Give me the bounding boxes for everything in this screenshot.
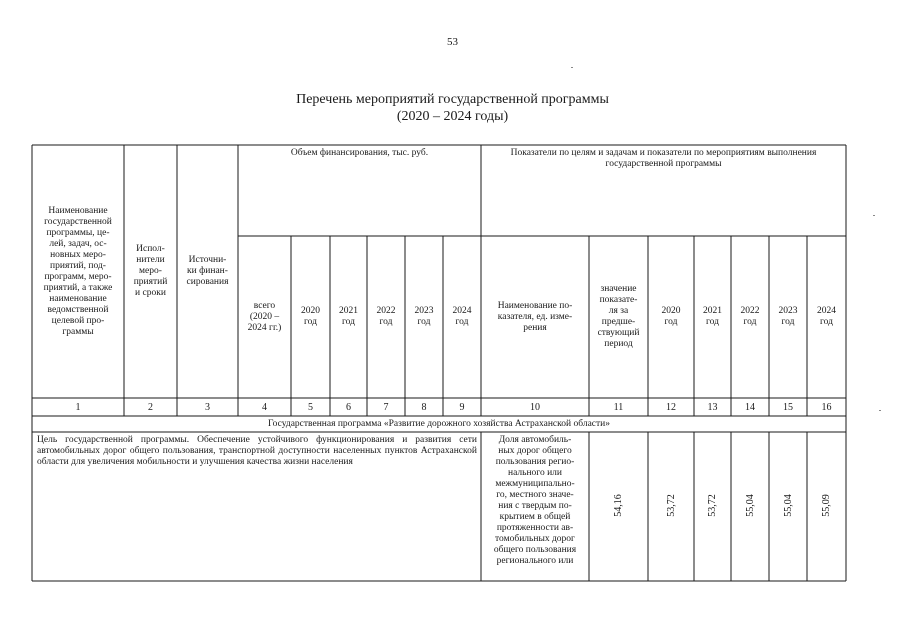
goal-text: Цель государственной программы. Обеспечение устойчивого функционирования и развития сети автомобильных дорог общего пользования, транспортной доступности населенных пунктов Астраханской области для увеличения мобильности и улучшения качества жизни населения (37, 435, 477, 467)
scan-speck (879, 410, 881, 411)
indicator-value-2021: 53,72 (707, 493, 718, 517)
title-line-2: (2020 – 2024 годы) (396, 109, 509, 124)
column-number: 4 (262, 402, 267, 413)
indicator-text: Доля автомобиль- ных дорог общего пользования регио- нального или межмуниципально- го, местного значе- ния с твердым по- крытием в общей протяженности ав- томобильных дорог общего пользования регионального или (493, 435, 577, 566)
scan-speck (873, 215, 875, 216)
header-ind-2023: 2023 год (778, 306, 798, 327)
header-fin-2023: 2023 год (414, 306, 434, 327)
indicator-value-2020: 53,72 (665, 493, 677, 517)
header-fin-2020: 2020 год (301, 306, 320, 327)
header-fin-2024: 2024 год (452, 306, 472, 327)
header-fin-2022: 2022 год (376, 306, 396, 327)
column-number: 16 (821, 402, 832, 413)
column-number: 2 (148, 402, 153, 413)
column-number: 15 (783, 402, 793, 413)
header-executors: Испол- нители меро- приятий и сроки (133, 244, 168, 298)
indicator-prev-value: 54,16 (613, 493, 624, 517)
column-number: 12 (666, 402, 676, 413)
header-ind-2022: 2022 год (740, 306, 760, 327)
column-number: 6 (346, 402, 351, 413)
indicator-value-2023: 55,04 (782, 493, 794, 517)
program-row: Государственная программа «Развитие дорожного хозяйства Астраханской области» (268, 419, 610, 429)
column-number: 7 (383, 402, 389, 413)
header-sources: Источни- ки финан- сирования (186, 255, 229, 287)
header-ind-2020: 2020 год (661, 306, 681, 327)
column-number: 10 (530, 402, 540, 413)
column-number: 8 (421, 402, 427, 413)
header-ind-2024: 2024 год (817, 306, 836, 327)
header-indicator-name: Наименование по- казателя, ед. изме- рения (497, 300, 573, 333)
indicator-value-2024: 55,09 (821, 493, 832, 517)
page-number: 53 (447, 36, 458, 48)
document-title (0, 91, 905, 125)
title-line-1: Перечень мероприятий государственной программы (296, 92, 609, 107)
header-ind-2021: 2021 год (703, 306, 722, 327)
indicator-value-2022: 55,04 (744, 493, 756, 517)
header-name: Наименование государственной программы, це- лей, задач, ос- новных меро- приятий, под- программ, меро- приятий, а также наименование ведомственной целевой про- граммы (43, 205, 113, 337)
column-number: 11 (613, 402, 624, 413)
header-total: всего (2020 – 2024 гг.) (247, 300, 282, 333)
column-number: 5 (308, 402, 313, 413)
header-fin-2021: 2021 год (339, 306, 358, 327)
column-number: 3 (205, 402, 210, 413)
header-prev-value: значение показате- ля за предше- ствующий период (597, 284, 640, 349)
column-number: 9 (459, 402, 465, 413)
column-number: 1 (75, 402, 81, 413)
column-number: 13 (707, 402, 718, 413)
header-indicators-group: Показатели по целям и задачам и показатели по мероприятиям выполнения государственной программы (510, 148, 817, 169)
header-financing-group: Объем финансирования, тыс. руб. (290, 148, 429, 158)
scan-speck (571, 67, 573, 68)
column-number: 14 (745, 402, 755, 413)
